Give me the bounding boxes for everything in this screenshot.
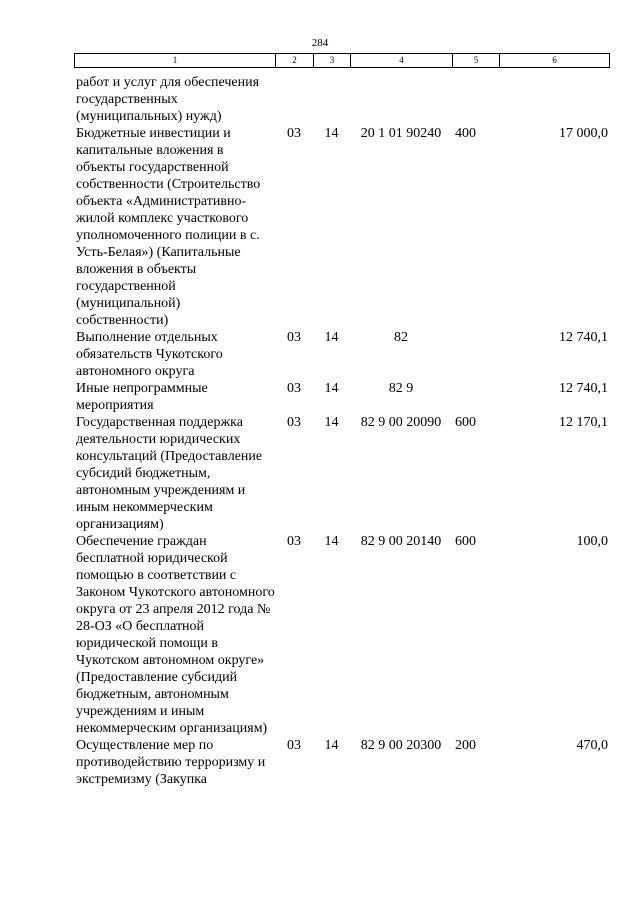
row-type: 400 bbox=[455, 126, 476, 141]
row-section: 03 bbox=[287, 381, 301, 396]
row-amount bbox=[499, 74, 610, 125]
row-subsection bbox=[313, 74, 350, 125]
row-code: 20 1 01 90240 bbox=[360, 126, 442, 141]
row-subsection: 14 bbox=[324, 330, 339, 345]
table-row bbox=[74, 380, 610, 414]
header-cell-4: 4 bbox=[350, 53, 452, 68]
row-code: 82 bbox=[394, 330, 408, 345]
row-code: 82 9 00 20090 bbox=[360, 415, 442, 430]
table-header bbox=[74, 53, 610, 68]
row-text: Выполнение отдельных обязательств Чукотского автономного округа bbox=[76, 330, 223, 379]
row-type: 600 bbox=[455, 534, 476, 549]
row-type bbox=[452, 329, 499, 380]
row-amount: 12 170,1 bbox=[559, 415, 608, 430]
row-text: Иные непрограммные мероприятия bbox=[76, 381, 208, 413]
row-amount: 17 000,0 bbox=[559, 126, 608, 141]
row-type: 200 bbox=[455, 738, 476, 753]
row-text: Бюджетные инвестиции и капитальные вложения в объекты государственной собственности (Строительство объекта «Административно-жилой комплекс участкового уполномоченного полиции в с. Усть-Белая») (Капитальные вложения в объекты государственной (муниципальной) собственности) bbox=[76, 126, 261, 328]
table-row bbox=[74, 125, 610, 329]
row-code: 82 9 00 20300 bbox=[360, 738, 442, 753]
table-row bbox=[74, 329, 610, 380]
row-text: Государственная поддержка деятельности юридических консультаций (Предоставление субсидий бюджетным, автономным учреждениям и иным некоммерческим организациям) bbox=[76, 415, 263, 532]
row-amount: 12 740,1 bbox=[559, 381, 608, 396]
row-type: 600 bbox=[455, 415, 476, 430]
row-section: 03 bbox=[287, 738, 301, 753]
row-text: Осуществление мер по противодействию терроризму и экстремизму (Закупка bbox=[76, 738, 266, 787]
row-subsection: 14 bbox=[324, 126, 339, 141]
row-text: работ и услуг для обеспечения государственных (муниципальных) нужд) bbox=[76, 75, 260, 124]
row-section: 03 bbox=[287, 415, 301, 430]
row-section bbox=[275, 74, 313, 125]
table-body bbox=[74, 74, 610, 788]
header-cell-5: 5 bbox=[452, 53, 499, 68]
row-subsection: 14 bbox=[324, 738, 339, 753]
row-text: Обеспечение граждан бесплатной юридической помощью в соответствии с Законом Чукотского автономного округа от 23 апреля 2012 года № 28-ОЗ «О бесплатной юридической помощи в Чукотском автономном округе» (Предоставление субсидий бюджетным, автономным учреждениям и иным некоммерческим организациям) bbox=[76, 534, 275, 736]
row-code: 82 9 bbox=[388, 381, 414, 396]
row-section: 03 bbox=[287, 534, 301, 549]
header-cell-1: 1 bbox=[74, 53, 275, 68]
row-amount: 470,0 bbox=[576, 738, 608, 753]
row-code bbox=[350, 74, 452, 125]
row-amount: 100,0 bbox=[576, 534, 608, 549]
table-row bbox=[74, 737, 610, 788]
row-section: 03 bbox=[287, 330, 301, 345]
row-amount: 12 740,1 bbox=[559, 330, 608, 345]
row-code: 82 9 00 20140 bbox=[360, 534, 442, 549]
header-cell-2: 2 bbox=[275, 53, 313, 68]
table-row bbox=[74, 74, 610, 125]
header-cell-6: 6 bbox=[499, 53, 610, 68]
table-row bbox=[74, 533, 610, 737]
page-number: 284 bbox=[311, 37, 329, 49]
table-row bbox=[74, 414, 610, 533]
row-subsection: 14 bbox=[324, 381, 339, 396]
row-type bbox=[452, 380, 499, 414]
row-type bbox=[452, 74, 499, 125]
row-section: 03 bbox=[287, 126, 301, 141]
row-subsection: 14 bbox=[324, 534, 339, 549]
header-cell-3: 3 bbox=[313, 53, 350, 68]
row-subsection: 14 bbox=[324, 415, 339, 430]
